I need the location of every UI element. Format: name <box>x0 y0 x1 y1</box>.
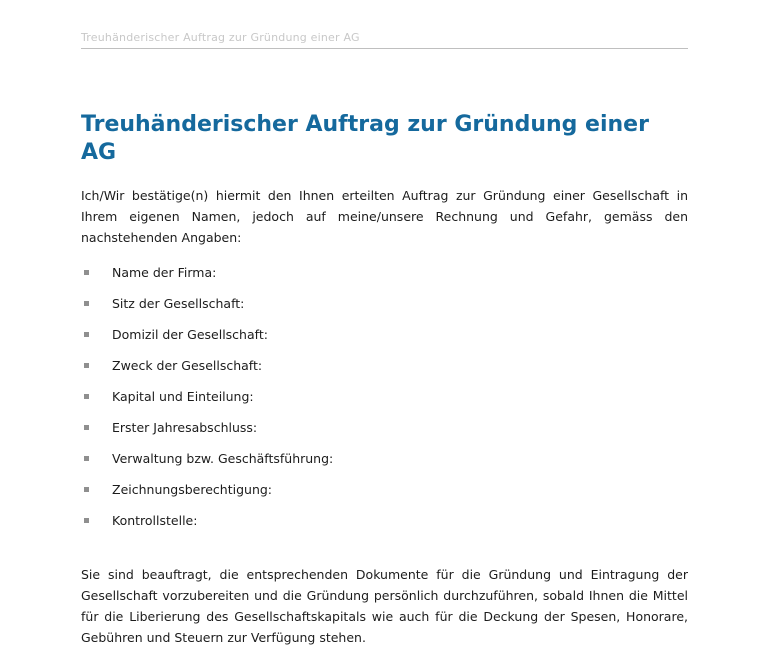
list-item-label: Domizil der Gesellschaft: <box>112 327 268 342</box>
list-item-label: Verwaltung bzw. Geschäftsführung: <box>112 451 334 466</box>
list-item <box>81 451 688 467</box>
list-item <box>81 358 688 374</box>
square-bullet-icon <box>84 270 89 275</box>
document-page <box>0 31 773 645</box>
square-bullet-icon <box>84 301 89 306</box>
list-item-label: Sitz der Gesellschaft: <box>112 296 245 311</box>
list-item <box>81 482 688 498</box>
square-bullet-icon <box>84 487 89 492</box>
square-bullet-icon <box>84 332 89 337</box>
square-bullet-icon <box>84 363 89 368</box>
list-item <box>81 265 688 281</box>
list-item-label: Name der Firma: <box>112 265 217 280</box>
intro-paragraph: Ich/Wir bestätige(n) hiermit den Ihnen erteilten Auftrag zur Gründung einer Gesellschaft in Ihrem eigenen Namen, jedoch auf meine/unsere Rechnung und Gefahr, gemäss den nachstehenden Angaben: <box>81 188 688 245</box>
list-item-label: Kontrollstelle: <box>112 513 198 528</box>
square-bullet-icon <box>84 518 89 523</box>
page-title: Treuhänderischer Auftrag zur Gründung einer AG <box>81 112 649 165</box>
square-bullet-icon <box>84 456 89 461</box>
list-item <box>81 327 688 343</box>
square-bullet-icon <box>84 425 89 430</box>
square-bullet-icon <box>84 394 89 399</box>
closing-paragraph: Sie sind beauftragt, die entsprechenden Dokumente für die Gründung und Eintragung der Gesellschaft vorzubereiten und die Gründung persönlich durchzuführen, sobald Ihnen die Mittel für die Liberierung des Gesellschaftskapitals wie auch für die Deckung der Spesen, Honorare, Gebühren und Steuern zur Verfügung stehen. <box>81 567 688 645</box>
list-item <box>81 296 688 312</box>
bullet-list <box>81 265 688 529</box>
list-item-label: Kapital und Einteilung: <box>112 389 254 404</box>
list-item <box>81 389 688 405</box>
list-item-label: Erster Jahresabschluss: <box>112 420 258 435</box>
running-header <box>81 31 688 49</box>
list-item-label: Zeichnungsberechtigung: <box>112 482 273 497</box>
list-item <box>81 420 688 436</box>
list-item-label: Zweck der Gesellschaft: <box>112 358 263 373</box>
list-item <box>81 513 688 529</box>
running-header-title: Treuhänderischer Auftrag zur Gründung einer AG <box>81 31 360 44</box>
